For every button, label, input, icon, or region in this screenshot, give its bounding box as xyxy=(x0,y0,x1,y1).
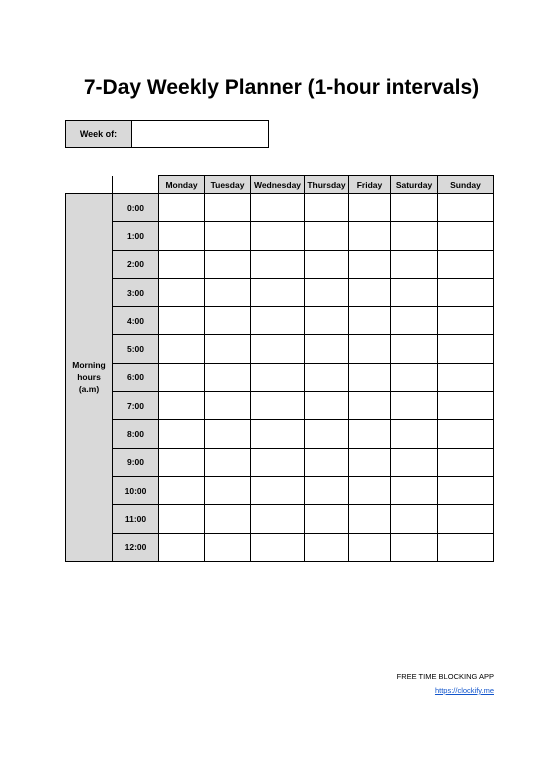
schedule-cell[interactable] xyxy=(391,307,438,335)
table-row xyxy=(66,194,494,222)
schedule-cell[interactable] xyxy=(205,307,251,335)
schedule-cell[interactable] xyxy=(438,363,494,391)
table-row xyxy=(66,448,494,476)
time-label: 4:00 xyxy=(113,307,159,335)
schedule-cell[interactable] xyxy=(251,307,305,335)
schedule-cell[interactable] xyxy=(305,363,349,391)
time-label: 1:00 xyxy=(113,222,159,250)
schedule-cell[interactable] xyxy=(305,335,349,363)
schedule-cell[interactable] xyxy=(391,392,438,420)
schedule-cell[interactable] xyxy=(251,420,305,448)
schedule-cell[interactable] xyxy=(159,420,205,448)
day-header-monday: Monday xyxy=(159,176,205,194)
schedule-cell[interactable] xyxy=(349,420,391,448)
weekly-planner-table xyxy=(65,175,494,562)
schedule-cell[interactable] xyxy=(391,278,438,306)
schedule-cell[interactable] xyxy=(205,278,251,306)
schedule-cell[interactable] xyxy=(349,307,391,335)
schedule-cell[interactable] xyxy=(159,505,205,533)
schedule-cell[interactable] xyxy=(251,194,305,222)
header-blank-cell xyxy=(113,176,159,194)
schedule-cell[interactable] xyxy=(391,420,438,448)
schedule-cell[interactable] xyxy=(391,476,438,504)
schedule-cell[interactable] xyxy=(305,222,349,250)
schedule-cell[interactable] xyxy=(305,392,349,420)
footer-app-text: FREE TIME BLOCKING APP xyxy=(396,672,494,681)
schedule-cell[interactable] xyxy=(438,278,494,306)
schedule-cell[interactable] xyxy=(159,392,205,420)
time-label: 5:00 xyxy=(113,335,159,363)
time-label: 9:00 xyxy=(113,448,159,476)
schedule-cell[interactable] xyxy=(159,194,205,222)
schedule-cell[interactable] xyxy=(205,420,251,448)
schedule-cell[interactable] xyxy=(205,363,251,391)
time-label: 0:00 xyxy=(113,194,159,222)
schedule-cell[interactable] xyxy=(438,392,494,420)
schedule-cell[interactable] xyxy=(349,392,391,420)
day-header-tuesday: Tuesday xyxy=(205,176,251,194)
schedule-cell[interactable] xyxy=(205,250,251,278)
schedule-cell[interactable] xyxy=(305,533,349,561)
schedule-cell[interactable] xyxy=(305,420,349,448)
schedule-cell[interactable] xyxy=(391,335,438,363)
schedule-cell[interactable] xyxy=(159,476,205,504)
time-label: 10:00 xyxy=(113,476,159,504)
schedule-cell[interactable] xyxy=(349,533,391,561)
table-row xyxy=(66,420,494,448)
schedule-cell[interactable] xyxy=(159,222,205,250)
schedule-cell[interactable] xyxy=(251,278,305,306)
schedule-cell[interactable] xyxy=(159,278,205,306)
schedule-cell[interactable] xyxy=(391,250,438,278)
schedule-cell[interactable] xyxy=(438,222,494,250)
schedule-cell[interactable] xyxy=(438,250,494,278)
schedule-cell[interactable] xyxy=(349,335,391,363)
schedule-cell[interactable] xyxy=(349,250,391,278)
week-of-field[interactable] xyxy=(132,121,268,147)
schedule-cell[interactable] xyxy=(251,533,305,561)
schedule-cell[interactable] xyxy=(159,448,205,476)
schedule-cell[interactable] xyxy=(391,533,438,561)
period-label-line: (a.m) xyxy=(78,384,100,395)
day-header-row xyxy=(66,176,494,194)
schedule-cell[interactable] xyxy=(391,363,438,391)
schedule-cell[interactable] xyxy=(438,335,494,363)
schedule-cell[interactable] xyxy=(438,194,494,222)
schedule-cell[interactable] xyxy=(251,222,305,250)
table-row xyxy=(66,392,494,420)
schedule-cell[interactable] xyxy=(251,476,305,504)
schedule-cell[interactable] xyxy=(205,533,251,561)
day-header-wednesday: Wednesday xyxy=(251,176,305,194)
table-row xyxy=(66,307,494,335)
day-header-friday: Friday xyxy=(349,176,391,194)
schedule-cell[interactable] xyxy=(205,505,251,533)
header-blank-cell xyxy=(66,176,113,194)
schedule-cell[interactable] xyxy=(349,363,391,391)
schedule-cell[interactable] xyxy=(305,278,349,306)
table-row xyxy=(66,476,494,504)
time-label: 6:00 xyxy=(113,363,159,391)
schedule-cell[interactable] xyxy=(305,250,349,278)
planner-body xyxy=(66,194,494,562)
time-label: 7:00 xyxy=(113,392,159,420)
schedule-cell[interactable] xyxy=(391,505,438,533)
schedule-cell[interactable] xyxy=(349,194,391,222)
schedule-cell[interactable] xyxy=(159,250,205,278)
schedule-cell[interactable] xyxy=(205,194,251,222)
schedule-cell[interactable] xyxy=(159,335,205,363)
schedule-cell[interactable] xyxy=(251,335,305,363)
schedule-cell[interactable] xyxy=(438,476,494,504)
schedule-cell[interactable] xyxy=(159,363,205,391)
schedule-cell[interactable] xyxy=(251,392,305,420)
schedule-cell[interactable] xyxy=(391,222,438,250)
schedule-cell[interactable] xyxy=(349,222,391,250)
table-row xyxy=(66,222,494,250)
schedule-cell[interactable] xyxy=(438,307,494,335)
schedule-cell[interactable] xyxy=(205,222,251,250)
time-label: 3:00 xyxy=(113,278,159,306)
week-of-label: Week of: xyxy=(66,121,132,147)
schedule-cell[interactable] xyxy=(349,448,391,476)
schedule-cell[interactable] xyxy=(305,307,349,335)
table-row xyxy=(66,250,494,278)
schedule-cell[interactable] xyxy=(349,505,391,533)
week-of-box xyxy=(65,120,269,148)
schedule-cell[interactable] xyxy=(305,448,349,476)
schedule-cell[interactable] xyxy=(205,448,251,476)
schedule-cell[interactable] xyxy=(349,278,391,306)
schedule-cell[interactable] xyxy=(251,250,305,278)
table-row xyxy=(66,363,494,391)
page-title: 7-Day Weekly Planner (1-hour intervals) xyxy=(83,76,480,99)
time-label: 11:00 xyxy=(113,505,159,533)
schedule-cell[interactable] xyxy=(305,476,349,504)
day-header-saturday: Saturday xyxy=(391,176,438,194)
period-label-line: hours xyxy=(77,372,101,383)
day-header-thursday: Thursday xyxy=(305,176,349,194)
schedule-cell[interactable] xyxy=(251,363,305,391)
table-row xyxy=(66,335,494,363)
schedule-cell[interactable] xyxy=(159,307,205,335)
schedule-cell[interactable] xyxy=(349,476,391,504)
schedule-cell[interactable] xyxy=(205,335,251,363)
schedule-cell[interactable] xyxy=(438,533,494,561)
footer-link[interactable]: https://clockify.me xyxy=(434,686,494,695)
time-label: 2:00 xyxy=(113,250,159,278)
schedule-cell[interactable] xyxy=(205,392,251,420)
table-row xyxy=(66,505,494,533)
schedule-cell[interactable] xyxy=(391,194,438,222)
schedule-cell[interactable] xyxy=(305,194,349,222)
day-header-sunday: Sunday xyxy=(438,176,494,194)
period-label xyxy=(66,194,113,562)
schedule-cell[interactable] xyxy=(205,476,251,504)
table-row xyxy=(66,533,494,561)
schedule-cell[interactable] xyxy=(251,505,305,533)
schedule-cell[interactable] xyxy=(305,505,349,533)
schedule-cell[interactable] xyxy=(438,420,494,448)
schedule-cell[interactable] xyxy=(251,448,305,476)
schedule-cell[interactable] xyxy=(159,533,205,561)
table-row xyxy=(66,278,494,306)
time-label: 8:00 xyxy=(113,420,159,448)
schedule-cell[interactable] xyxy=(438,505,494,533)
schedule-cell[interactable] xyxy=(391,448,438,476)
period-label-line: Morning xyxy=(72,360,106,371)
schedule-cell[interactable] xyxy=(438,448,494,476)
time-label: 12:00 xyxy=(113,533,159,561)
